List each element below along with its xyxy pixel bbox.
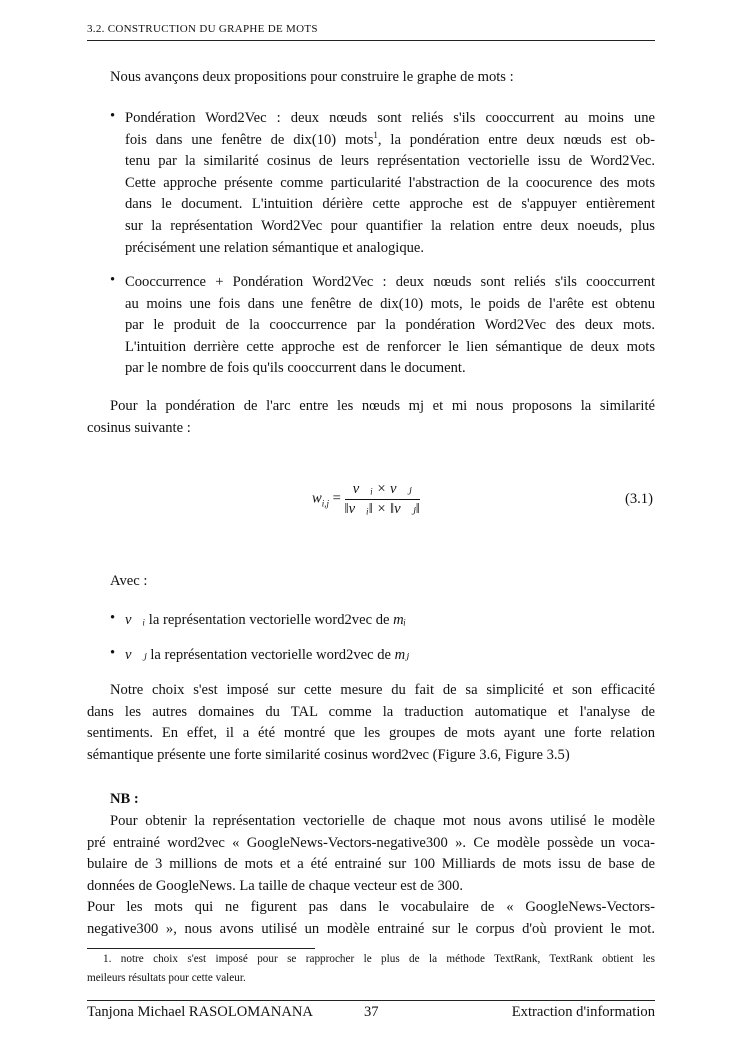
text-line: negative300 », nous avons utilisé un modèle entrainé sur le corpus d'où provient le mot. (87, 920, 655, 937)
bullet-item-word2vec (110, 108, 656, 259)
text-line: précisément une relation sémantique et analogique. (125, 239, 425, 256)
text-line: L'intuition derrière cette approche est de renforcer le lien sémantique de deux mots (125, 338, 655, 355)
text-fragment: , la pondération entre deux nœuds est ob- (377, 131, 656, 148)
text-line: sémantique présente une forte similarité cosinus word2vec (Figure 3.6, Figure 3.5) (87, 746, 570, 763)
intro-paragraph: Nous avançons deux propositions pour construire le graphe de mots : (110, 69, 514, 85)
page-number: 37 (364, 1004, 379, 1020)
equation-fraction (345, 480, 420, 518)
bullet-icon: • (110, 108, 116, 124)
text-line: bulaire de 3 millions de mots et a été entrainé sur 100 Milliards de mots issu de base de (87, 856, 655, 873)
equation-lhs: w (312, 490, 322, 507)
nb-title: NB : (110, 791, 139, 807)
text-line: dans les autres domaines du TAL comme la traduction automatique et l'analyse de (87, 703, 655, 720)
footer-rule (87, 1000, 655, 1001)
equation-number: (3.1) (625, 491, 653, 507)
bullet-item-vj (110, 645, 410, 667)
nb-paragraph (87, 811, 655, 941)
text-line: cosinus suivante : (87, 419, 191, 436)
footnote-line: 1. notre choix s'est imposé pour se rapprocher le plus de la méthode TextRank, TextRank obtient les (103, 953, 655, 965)
vector-symbol: v⃗ⱼ (125, 647, 147, 663)
text-line: pré entrainé word2vec « GoogleNews-Vectors-negative300 ». Ce modèle possède un voca- (87, 834, 655, 851)
equation-denominator: ‖v⃗ᵢ‖ × ‖v⃗ⱼ‖ (344, 501, 420, 517)
equation-equals: = (332, 490, 341, 507)
text-fragment: la représentation vectorielle word2vec de (145, 612, 394, 628)
bullet-icon: • (110, 645, 116, 661)
equation (312, 480, 420, 518)
text-line: Cooccurrence + Pondération Word2Vec : deux nœuds sont reliés s'ils cooccurrent (125, 274, 655, 290)
text-line: dans le document. L'intuition dérière cette approche est de s'appuyer entièrement (125, 196, 655, 213)
text-line: données de GoogleNews. La taille de chaque vecteur est de 300. (87, 877, 464, 894)
header-rule (87, 40, 655, 41)
text-line: tenu par la similarité cosinus de leurs représentation vectorielle issu de Word2Vec. (125, 153, 655, 170)
equation-subscript: i,j (321, 498, 329, 509)
footnote-mark: 1 (373, 129, 378, 140)
text-fragment: la représentation vectorielle word2vec de (146, 647, 395, 663)
text-line: sentiments. En effet, il a été montré que les groupes de mots ayant une forte relation (87, 725, 655, 742)
text-line (125, 130, 655, 152)
variable: mⱼ (394, 647, 410, 663)
text-line: Notre choix s'est imposé sur cette mesure du fait de sa simplicité et son efficacité (110, 682, 655, 698)
variable: mᵢ (393, 612, 406, 628)
text-line: au moins une fois dans une fenêtre de dix(10) mots, le poids de l'arête est obtenu (125, 295, 655, 312)
footnote-line: meileurs résultats pour cette valeur. (87, 972, 246, 984)
choice-paragraph (87, 680, 655, 766)
bullet-icon: • (110, 272, 116, 288)
vector-symbol: v⃗ᵢ (125, 612, 146, 628)
bullet-icon: • (110, 610, 116, 626)
text-line: par le nombre de fois qu'ils cooccurrent dans le document. (125, 360, 466, 377)
arc-paragraph (87, 396, 655, 439)
avec-label: Avec : (110, 573, 148, 589)
text-fragment: fois dans une fenêtre de dix(10) mots (125, 131, 374, 148)
text-line: Pour les mots qui ne figurent pas dans le vocabulaire de « GoogleNews-Vectors- (87, 899, 655, 916)
text-line: Pour la pondération de l'arc entre les nœuds mj et mi nous proposons la similarité (110, 398, 655, 414)
text-line: Cette approche présente comme particularité l'abstraction de la coocurence des mots (125, 174, 655, 191)
running-header: 3.2. CONSTRUCTION DU GRAPHE DE MOTS (87, 23, 318, 35)
footer-author: Tanjona Michael RASOLOMANANA (87, 1004, 313, 1020)
text-line: Pour obtenir la représentation vectorielle de chaque mot nous avons utilisé le modèle (110, 813, 655, 829)
footnote-rule (87, 948, 315, 949)
text-line: sur la représentation Word2Vec pour quantifier la relation entre deux noeuds, plus (125, 217, 655, 234)
equation-numerator: v⃗ᵢ × v⃗ⱼ (345, 480, 420, 500)
bullet-item-vi (110, 610, 406, 632)
text-line: par le produit de la cooccurrence par la pondération Word2Vec des deux mots. (125, 317, 655, 334)
bullet-item-cooccurrence (110, 272, 655, 380)
footer-title: Extraction d'information (511, 1004, 655, 1020)
text-line: Pondération Word2Vec : deux nœuds sont reliés s'ils cooccurrent au moins une (125, 110, 655, 126)
footnote (87, 950, 655, 988)
